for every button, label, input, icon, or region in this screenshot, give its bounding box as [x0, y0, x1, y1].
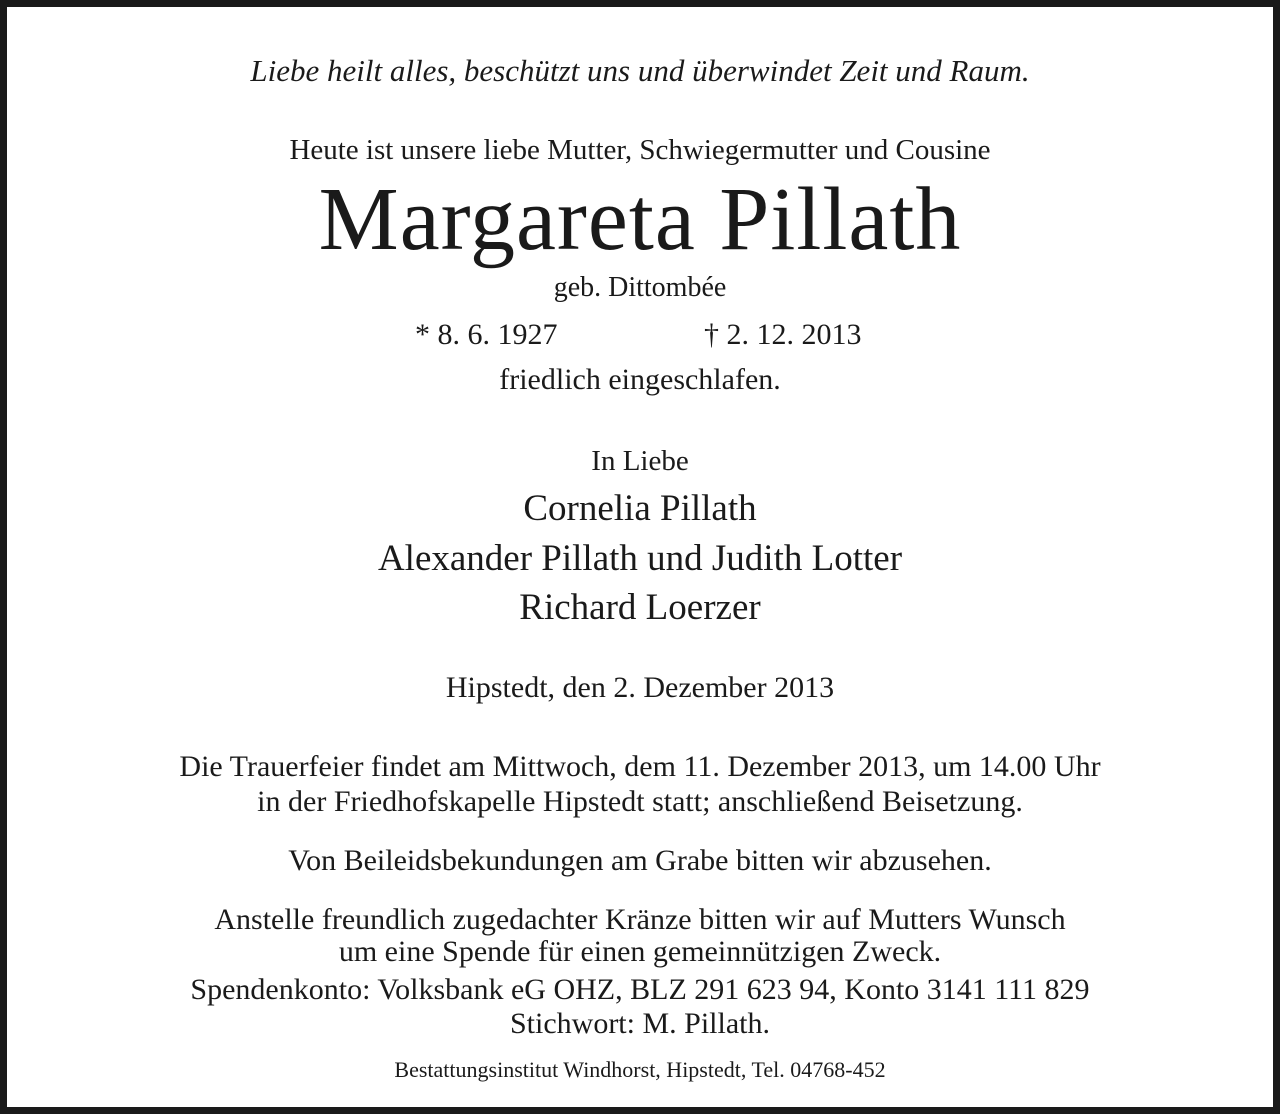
donation-request-line: Anstelle freundlich zugedachter Kränze bitten wir auf Mutters Wunsch [214, 903, 1066, 936]
funeral-service-line: in der Friedhofskapelle Hipstedt statt; anschließend Beisetzung. [257, 785, 1023, 818]
deceased-name: Margareta Pillath [318, 170, 962, 269]
maiden-name: geb. Dittombée [553, 272, 727, 303]
bank-account: Spendenkonto: Volksbank eG OHZ, BLZ 291 623 94, Konto 3141 111 829 [190, 973, 1090, 1006]
undertaker-info: Bestattungsinstitut Windhorst, Hipstedt, Tel. 04768-452 [394, 1057, 886, 1082]
donation-request-line: um eine Spende für einen gemeinnützigen Zweck. [338, 935, 942, 968]
funeral-service-line: Die Trauerfeier findet am Mittwoch, dem 11. Dezember 2013, um 14.00 Uhr [179, 750, 1101, 783]
mourner-name: Richard Loerzer [519, 587, 761, 628]
passing-text: friedlich eingeschlafen. [499, 363, 781, 396]
motto-quote: Liebe heilt alles, beschützt uns und überwindet Zeit und Raum. [250, 53, 1030, 88]
death-date: † 2. 12. 2013 [704, 318, 862, 351]
mourner-name: Alexander Pillath und Judith Lotter [377, 538, 903, 579]
mourner-name: Cornelia Pillath [523, 488, 757, 529]
place-date: Hipstedt, den 2. Dezember 2013 [445, 671, 835, 704]
birth-date: * 8. 6. 1927 [415, 318, 558, 351]
in-love-text: In Liebe [591, 445, 689, 477]
intro-text: Heute ist unsere liebe Mutter, Schwiegermutter und Cousine [289, 134, 991, 166]
condolence-request: Von Beileidsbekundungen am Grabe bitten wir abzusehen. [288, 844, 992, 877]
donation-keyword: Stichwort: M. Pillath. [509, 1007, 770, 1040]
